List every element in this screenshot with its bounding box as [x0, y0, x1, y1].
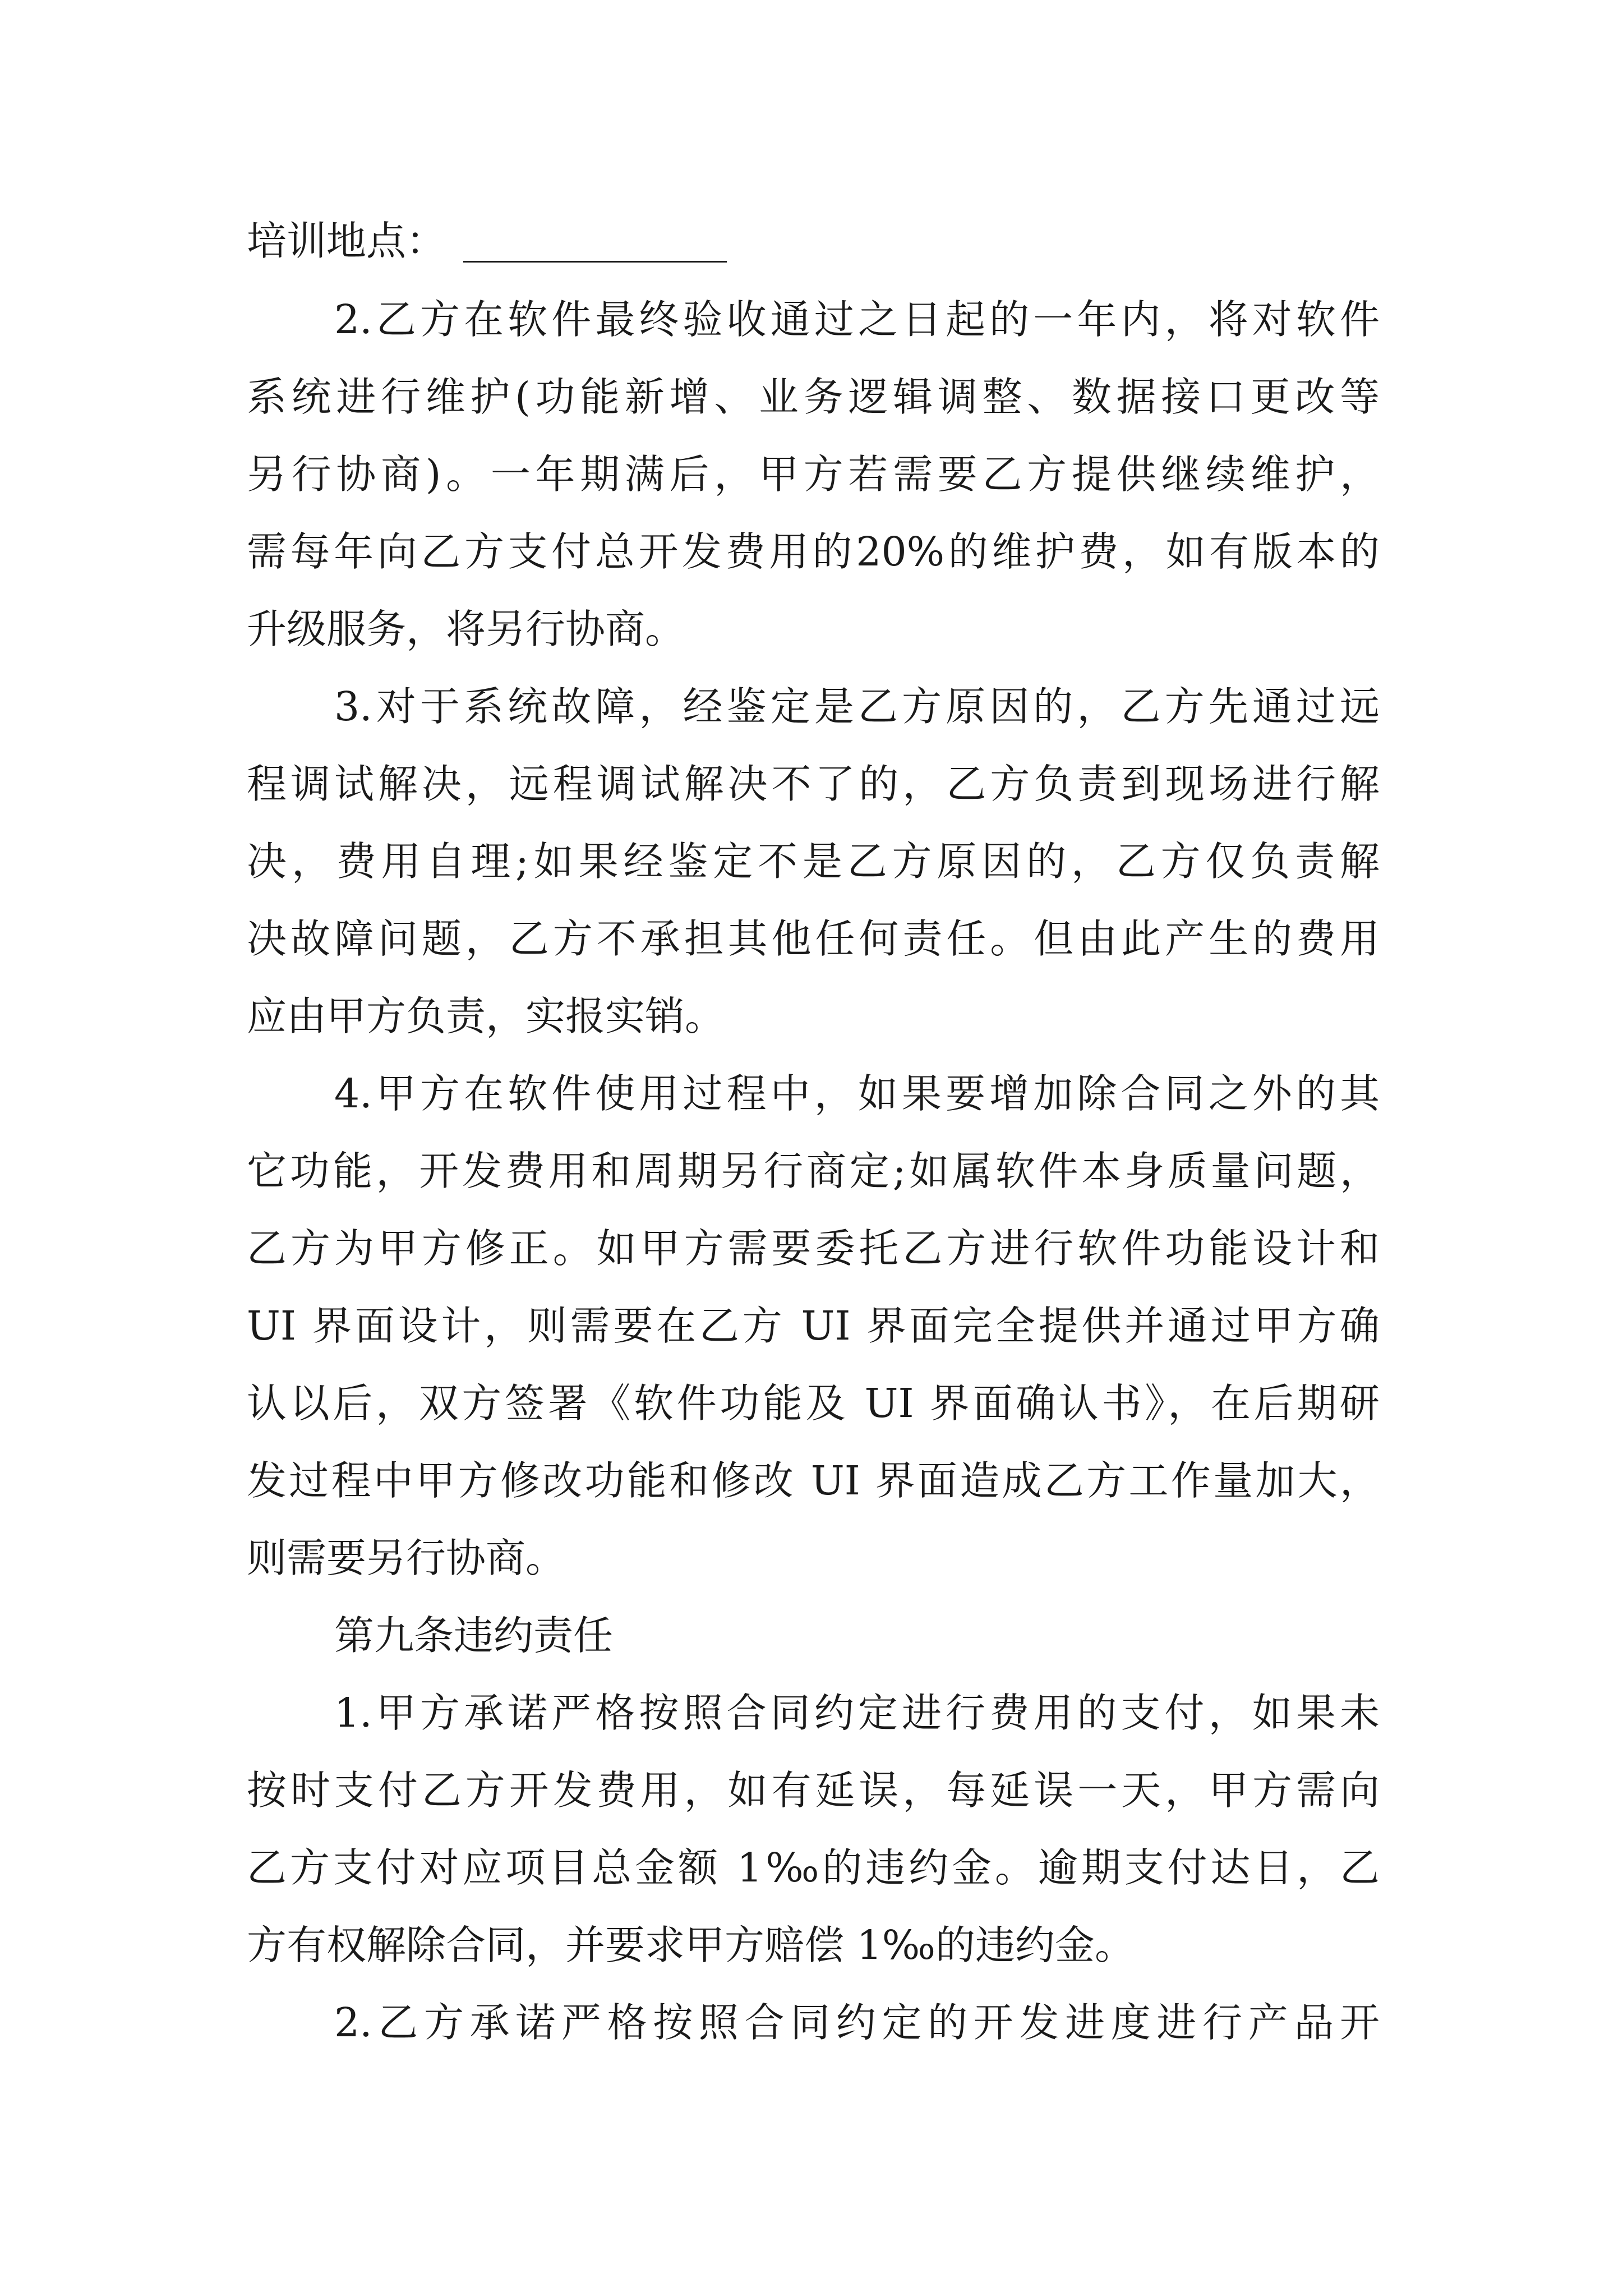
text-line: 乙方支付对应项目总金额 1‰的违约金。逾期支付达日，乙: [247, 1844, 1380, 1891]
text-line: 另行协商)。一年期满后，甲方若需要乙方提供继续维护，: [247, 451, 1380, 498]
training-location-blank: [463, 261, 727, 263]
text-line: 则需要另行协商。: [247, 1535, 566, 1581]
text-line: 需每年向乙方支付总开发费用的20%的维护费，如有版本的: [247, 528, 1380, 575]
text-line: 方有权解除合同，并要求甲方赔偿 1‰的违约金。: [247, 1922, 1135, 1968]
text-line: 程调试解决，远程调试解决不了的，乙方负责到现场进行解: [247, 761, 1380, 807]
text-line: 决，费用自理;如果经鉴定不是乙方原因的，乙方仅负责解: [247, 838, 1380, 885]
text-line: 1.甲方承诺严格按照合同约定进行费用的支付，如果未: [334, 1690, 1380, 1736]
text-line: 2.乙方承诺严格按照合同约定的开发进度进行产品开: [334, 1999, 1380, 2046]
text-line: 2.乙方在软件最终验收通过之日起的一年内，将对软件: [334, 296, 1380, 343]
text-line: 发过程中甲方修改功能和修改 UI 界面造成乙方工作量加大，: [247, 1457, 1380, 1504]
text-line: 升级服务，将另行协商。: [247, 606, 685, 652]
text-line: 按时支付乙方开发费用，如有延误，每延误一天，甲方需向: [247, 1767, 1380, 1814]
training-location-label: 培训地点：: [247, 218, 446, 264]
section-heading: 第九条违约责任: [334, 1612, 614, 1659]
text-line: 应由甲方负责，实报实销。: [247, 993, 725, 1039]
text-line: 它功能，开发费用和周期另行商定;如属软件本身质量问题，: [247, 1148, 1380, 1194]
text-line: 认以后，双方签署《软件功能及 UI 界面确认书》，在后期研: [247, 1380, 1380, 1427]
text-line: 系统进行维护(功能新增、业务逻辑调整、数据接口更改等: [247, 374, 1380, 420]
text-line: 决故障问题，乙方不承担其他任何责任。但由此产生的费用: [247, 915, 1380, 962]
text-line: 4.甲方在软件使用过程中，如果要增加除合同之外的其: [334, 1070, 1380, 1117]
text-line: 3.对于系统故障，经鉴定是乙方原因的，乙方先通过远: [334, 683, 1380, 730]
text-line: UI 界面设计，则需要在乙方 UI 界面完全提供并通过甲方确: [247, 1303, 1380, 1349]
text-line: 乙方为甲方修正。如甲方需要委托乙方进行软件功能设计和: [247, 1225, 1380, 1272]
